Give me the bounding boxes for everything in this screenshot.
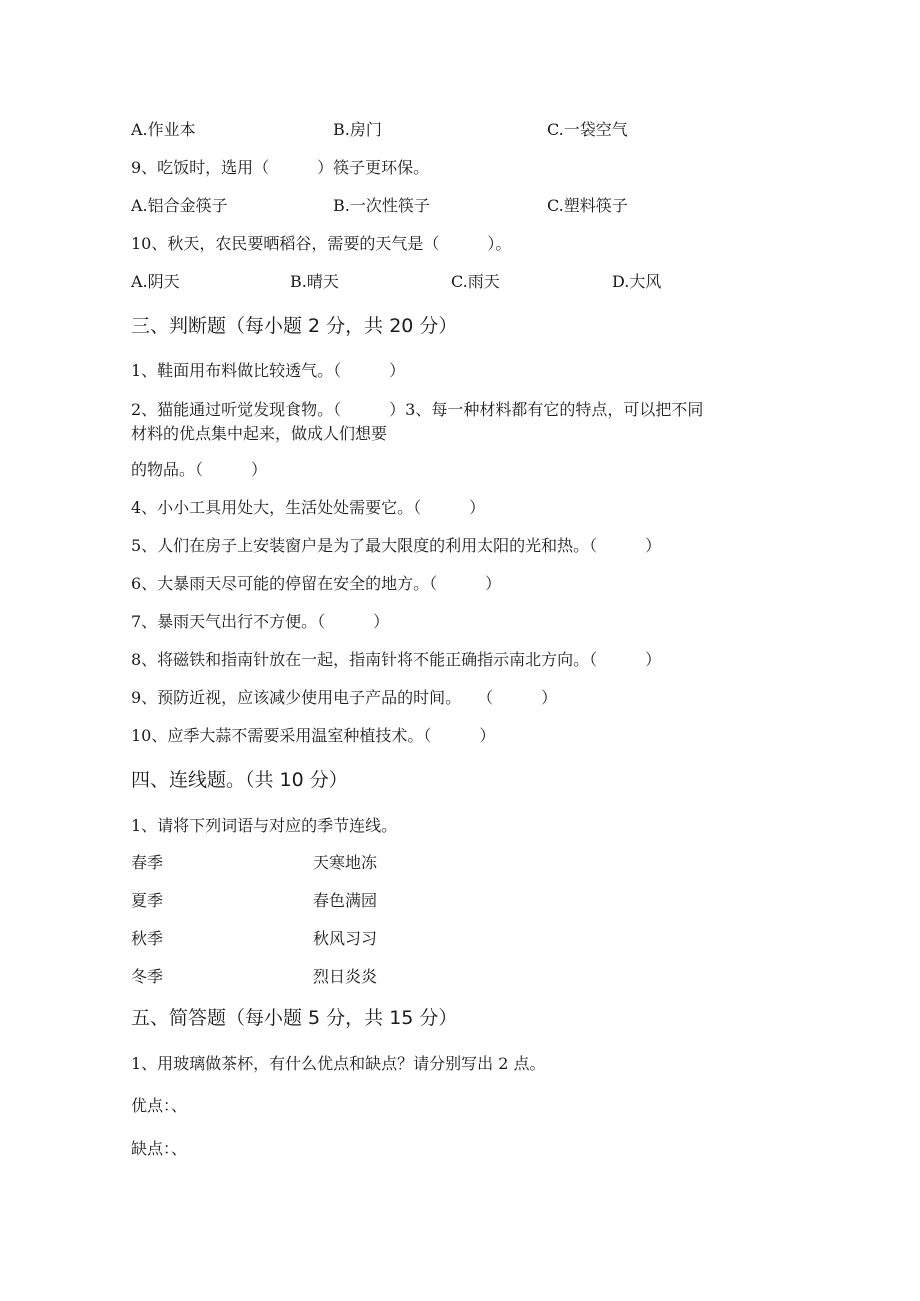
- q9-option-c: C.塑料筷子: [547, 196, 628, 215]
- s3-item-9: 9、预防近视，应该减少使用电子产品的时间。 （ ）: [131, 688, 558, 707]
- section3-title: 三、判断题（每小题 2 分，共 20 分）: [131, 315, 458, 337]
- season-left-4: 冬季: [131, 967, 164, 986]
- section5-title: 五、简答题（每小题 5 分，共 15 分）: [131, 1007, 458, 1029]
- q9-option-a: A.铝合金筷子: [131, 196, 228, 215]
- s3-item-1: 1、鞋面用布料做比较透气。（ ）: [131, 361, 406, 380]
- s3-item-3a: 材料的优点集中起来，做成人们想要: [131, 424, 388, 443]
- q9-option-b: B.一次性筷子: [333, 196, 430, 215]
- q10-option-a: A.阴天: [131, 272, 180, 291]
- s3-item-10: 10、应季大蒜不需要采用温室种植技术。（ ）: [131, 726, 496, 745]
- q8-option-c: C.一袋空气: [547, 120, 628, 139]
- section4-title: 四、连线题。（共 10 分）: [131, 769, 348, 791]
- q10-question: 10、秋天，农民要晒稻谷，需要的天气是（ ）。: [131, 234, 512, 253]
- season-right-1: 天寒地冻: [313, 853, 378, 872]
- s3-item-2: 2、猫能通过听觉发现食物。（ ）3、每一种材料都有它的特点，可以把不同: [131, 400, 704, 419]
- s3-item-7: 7、暴雨天气出行不方便。（ ）: [131, 612, 390, 631]
- season-left-3: 秋季: [131, 929, 164, 948]
- season-right-4: 烈日炎炎: [313, 967, 378, 986]
- season-left-1: 春季: [131, 853, 164, 872]
- season-left-2: 夏季: [131, 891, 164, 910]
- s3-item-5: 5、人们在房子上安装窗户是为了最大限度的利用太阳的光和热。（ ）: [131, 536, 662, 555]
- q10-option-d: D.大风: [612, 272, 662, 291]
- q10-option-b: B.晴天: [290, 272, 339, 291]
- q10-option-c: C.雨天: [451, 272, 500, 291]
- s3-item-8: 8、将磁铁和指南针放在一起，指南针将不能正确指示南北方向。（ ）: [131, 650, 662, 669]
- s5-disadvantages: 缺点：、: [131, 1139, 188, 1158]
- s3-item-4: 4、小小工具用处大，生活处处需要它。（ ）: [131, 498, 486, 517]
- season-right-3: 秋风习习: [313, 929, 378, 948]
- s5-advantages: 优点：、: [131, 1096, 188, 1115]
- s3-item-6: 6、大暴雨天尽可能的停留在安全的地方。（ ）: [131, 574, 502, 593]
- season-right-2: 春色满园: [313, 891, 378, 910]
- q8-option-a: A.作业本: [131, 120, 196, 139]
- s3-item-3b: 的物品。（ ）: [131, 460, 268, 479]
- q8-option-b: B.房门: [333, 120, 382, 139]
- s4-question: 1、请将下列词语与对应的季节连线。: [131, 816, 398, 835]
- s5-question: 1、用玻璃做茶杯，有什么优点和缺点？请分别写出 2 点。: [131, 1054, 546, 1073]
- q9-question: 9、吃饭时，选用（ ）筷子更环保。: [131, 158, 430, 177]
